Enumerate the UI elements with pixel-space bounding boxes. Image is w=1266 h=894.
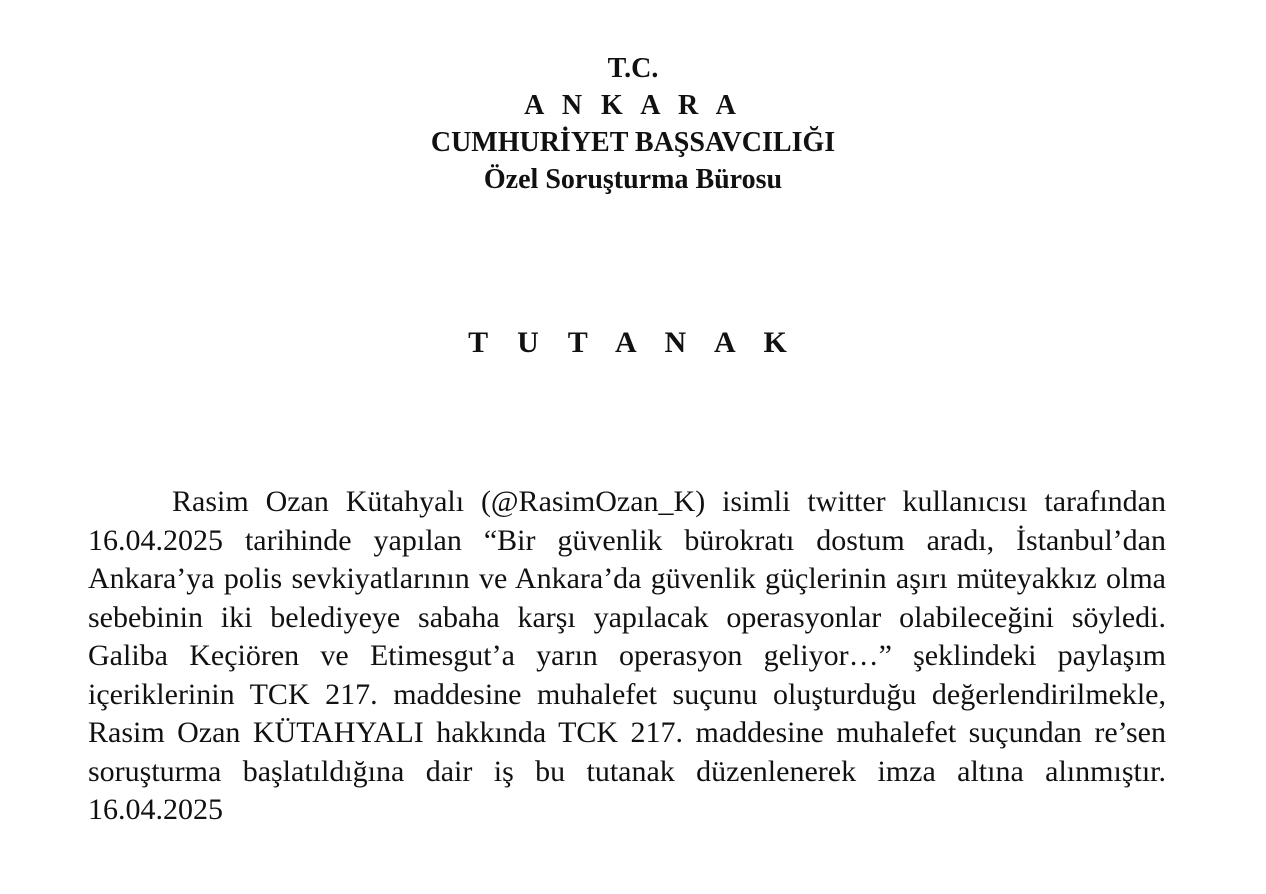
header-country: T.C.: [607, 53, 659, 84]
document-title: T U T A N A K: [468, 326, 798, 359]
body-paragraph: Rasim Ozan Kütahyalı (@RasimOzan_K) isimli twitter kullanıcısı tarafından 16.04.2025 tarihinde yapılan “Bir güvenlik bürokratı dostum aradı, İstanbul’dan Ankara’ya polis sevkiyatlarının ve Ankara’da güvenlik güçlerinin aşırı müteyakkız olma sebebinin iki belediyeye sabaha karşı yapılacak operasyonlar olabileceğini söyledi. Galiba Keçiören ve Etimesgut’a yarın operasyon geliyor…” şeklindeki paylaşım içeriklerinin TCK 217. maddesine muhalefet suçunu oluşturduğu değerlendirilmekle, Rasim Ozan KÜTAHYALI hakkında TCK 217. maddesine muhalefet suçundan re’sen soruşturma başlatıldığına dair iş bu tutanak düzenlenerek imza altına alınmıştır. 16.04.2025: [88, 485, 1166, 826]
header-bureau: Özel Soruşturma Bürosu: [483, 164, 783, 195]
document-body: [88, 483, 1166, 830]
document-header: [0, 50, 1266, 198]
header-office: CUMHURİYET BAŞSAVCILIĞI: [430, 127, 836, 158]
header-city: A N K A R A: [524, 90, 742, 121]
